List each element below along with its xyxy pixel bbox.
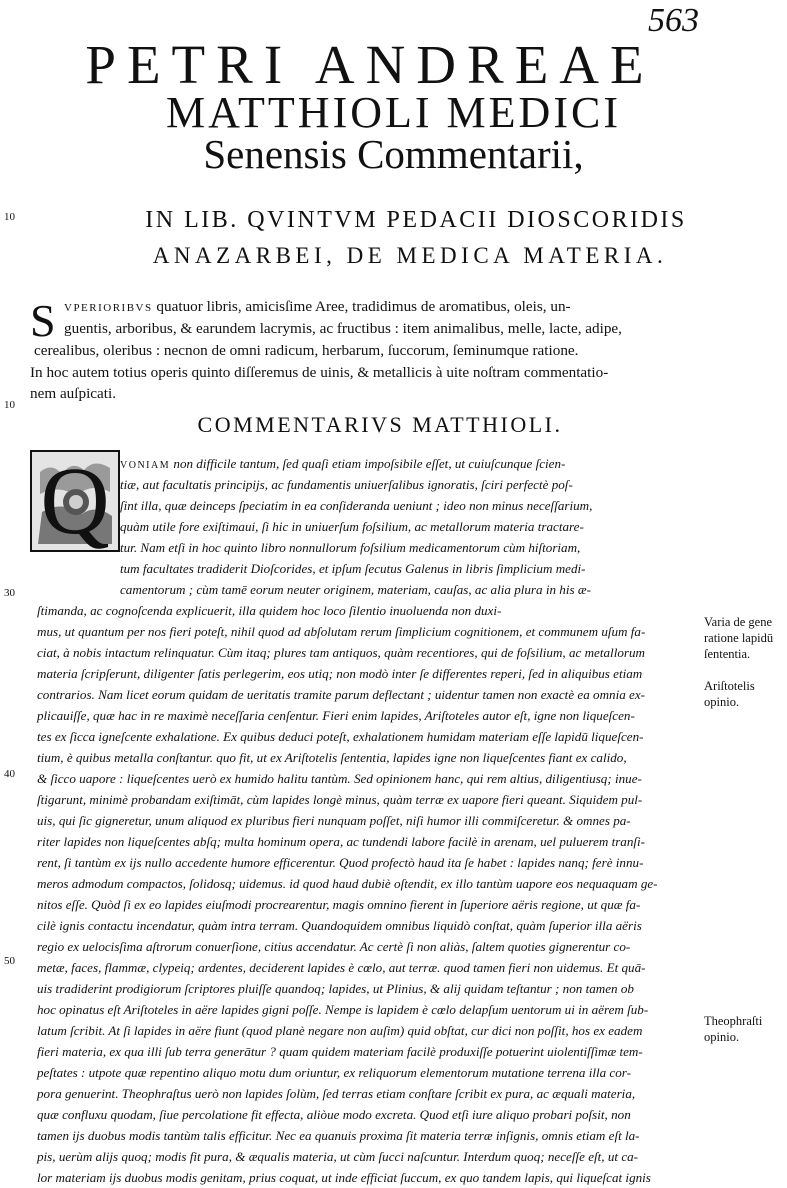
text-line: tur. Nam etſi in hoc quinto libro nonnullorum foſsilium medicamentorum cùm hiſtoriam, — [120, 540, 581, 555]
text-line: mus, ut quantum per nos fieri poteſt, nihil quod ad abſolutam rerum ſimplicium cognitionem, et communem uſum fa- — [37, 624, 646, 639]
text-line: ciat, à nobis intactum relinquatur. Cùm itaq; plures tam antiquos, quàm recentiores, qui de foſsilium, ac metallorum — [37, 645, 645, 660]
text-line: peſtates : utpote quæ repentino aliquo motu dum oriuntur, ex reliquorum elementorum mutatione terrena illa cor- — [37, 1065, 631, 1080]
line-number: 50 — [4, 955, 15, 967]
intro-line: nem auſpicati. — [30, 385, 117, 402]
text-line-rest: non difficile tantum, ſed quaſi etiam impoſsibile eſſet, ut cuiuſcunque ſcien- — [173, 456, 566, 471]
text-line: uis, qui ſic gigneretur, unum aliquod ex pluribus fieri nunquam poſſet, niſi humor illi commiſceretur. & omnes pa- — [37, 813, 631, 828]
page-number: 563 — [648, 2, 699, 39]
margin-note-line: opinio. — [704, 1030, 740, 1044]
text-line: fieri materia, ex qua illi ſub terra generātur ? quam quidem materiam facilè produxiſſe potuerint uiolentiſſimæ tem- — [37, 1044, 643, 1059]
margin-note-varia — [704, 614, 773, 662]
text-line: lor materiam ijs duobus modis genitam, prius coquat, ut inde efficiat ſuccum, ex quo tandem lapis, qui liqueſcat ignis — [37, 1170, 651, 1185]
text-line: tum facultates tradiderit Dioſcorides, et ipſum ſecutus Galenus in libris ſimplicium medi- — [120, 561, 586, 576]
text-line: pora genuerint. Theophraſtus uerò non lapides ſolùm, ſed terras etiam conſtare ſcribit ex pura, ac æquali materia, — [37, 1086, 636, 1101]
margin-note-theophrasti — [704, 1013, 762, 1045]
text-line: tiæ, aut facultatis principijs, ac fundamentis uniuerſalibus ignoratis, ſciri perfectè poſ- — [120, 477, 573, 492]
margin-note-line: ratione lapidū — [704, 631, 774, 645]
margin-note-line: Ariſtotelis — [704, 679, 755, 693]
line-number: 30 — [4, 587, 15, 599]
text-line: ſint illa, quæ deinceps ſpeciatim in ea conſideranda ueniunt ; ideo non minus neceſſarium, — [120, 498, 593, 513]
text-line: quæ confluxu quodam, ſiue percolatione fit effecta, aliòue modo excreta. Quod etſi iure aliquo probari poſsit, non — [37, 1107, 631, 1122]
text-line: ſtimanda, ac cognoſcenda explicuerit, illa quidem hoc loco ſilentio inuoluenda non duxi- — [37, 603, 502, 618]
margin-note-line: Varia de gene — [704, 615, 773, 629]
text-line: hoc opinatus eſt Ariſtoteles in aëre lapides gigni poſſe. Nempe is lapidem è cœlo delapſum uentorum ui in aërem ſub- — [37, 1002, 649, 1017]
text-line: tium, è quibus metalla conſtantur. quo fit, ut ex Ariſtotelis ſententia, lapides igne non liqueſcentes fiant ex calido, — [37, 750, 627, 765]
text-line: materia ſcripſerunt, diligenter ſatis perlegerim, eos utiq; non modò inter ſe differentes reperi, ſed in aliquibus etiam — [37, 666, 643, 681]
title-subject: ANAZARBEI, DE MEDICA MATERIA. — [152, 243, 668, 268]
text-line — [120, 456, 690, 472]
margin-note-line: Theophraſti — [704, 1014, 763, 1028]
title-book: IN LIB. QVINTVM PEDACII DIOSCORIDIS — [145, 207, 687, 233]
text-line: riter lapides non liqueſcentes abſq; multa hominum opera, ac tundendi labore facilè in arenam, uel puluerem tranſi- — [37, 834, 646, 849]
intro-drop-letter: S — [30, 295, 56, 346]
text-line: tamen ijs duobus modis tantùm talis efficitur. Nec ea quanuis proxima ſit materia terræ inſignis, omnis etiam eſt la- — [37, 1128, 640, 1143]
margin-note-line: opinio. — [704, 695, 740, 709]
text-line: latum ſcribit. At ſi lapides in aëre fiunt (quod planè negare non auſim) quid obſtat, cur dici non poſſit, hos ex eadem — [37, 1023, 643, 1038]
text-line: pis, uerùm alijs quoq; modis fit pura, & æqualis materia, ut cùm ſucci naſcuntur. Interdum quoq; neceſſe eſt, ut ca- — [37, 1149, 639, 1164]
text-line: uis tradiderint prodigiorum ſcriptores pluiſſe quandoq; lapides, ut Plinius, & alij quidam teſtantur ; non tamen ob — [37, 981, 634, 996]
intro-line — [64, 298, 754, 316]
text-line: contrarios. Nam licet eorum quidam de ueritatis tramite parum deflectant ; uidentur tamen non exactè ea omnia ex- — [37, 687, 646, 702]
intro-line: In hoc autem totius operis quinto diſſeremus de uinis, & metallicis à uite noſtram commentatio- — [30, 364, 609, 381]
intro-line-text: quatuor libris, amicisſime Aree, tradidimus de aromatibus, oleis, un- — [152, 298, 571, 315]
title-commentary: Senensis Commentarii, — [203, 131, 584, 177]
intro-line: cerealibus, oleribus : necnon de omni radicum, herbarum, ſuccorum, ſeminumque ratione. — [34, 342, 579, 359]
text-line: ſtigarunt, minimè probandam exiſtimāt, cùm lapides longè minus, quàm terræ ex uapore fieri queant. Siquidem pul- — [37, 792, 643, 807]
text-line: nitos eſſe. Quòd ſi ex eo lapides eiuſmodi procrearentur, magis omnino fierent in ſuperiore aëris regione, ut quæ fa- — [37, 897, 641, 912]
title-author-first: PETRI ANDREAE — [85, 34, 655, 95]
intro-lead-word: VPERIORIBVS — [64, 302, 153, 314]
text-line: meros admodum compactos, ſolidosq; uidemus. id quod haud dubiè oſtendit, ex illo tantùm uapore eos nequaquam ge- — [37, 876, 658, 891]
commentary-title: COMMENTARIVS MATTHIOLI. — [197, 412, 563, 437]
margin-note-aristotelis — [704, 678, 755, 710]
text-line: camentorum ; cùm tamē eorum neuter originem, materiam, cauſas, ac alia plura in his æ- — [120, 582, 591, 597]
text-line: cilè ignis contactu incendatur, quàm intra terram. Quandoquidem omnibus liquidò conſtat, quàm ſuperior illa aëris — [37, 918, 642, 933]
text-line: plicauiſſe, quæ hac in re maximè neceſſaria cenſentur. Fieri enim lapides, Ariſtoteles autor eſt, igne non liqueſcen- — [37, 708, 635, 723]
line-number: 40 — [4, 768, 15, 780]
text-line: & ſicco uapore : liqueſcentes uerò ex humido halitu tantùm. Sed opinionem hanc, qui rem altius, diligentiusq; inue- — [37, 771, 642, 786]
initial-letter: Q — [40, 450, 110, 552]
text-line: regio ex uelocisſima aſtrorum conuerſione, citius accendatur. Ac certè ſi non aliàs, ſaltem quoties gignerentur co- — [37, 939, 631, 954]
decorated-initial-q — [30, 450, 120, 552]
margin-note-line: ſententia. — [704, 647, 751, 661]
title-author-second: MATTHIOLI MEDICI — [166, 88, 621, 137]
text-line: rent, ſi tantùm ex ijs nullo accedente humore efficerentur. Quod profectò haud ita ſe habet : lapides nanq; ferè innu- — [37, 855, 644, 870]
first-word: VONIAM — [120, 460, 171, 471]
text-line: quàm utile fore exiſtimaui, ſi hic in uniuerſum foſsilium, ac metallorum materia tractare- — [120, 519, 584, 534]
text-line: metæ, faces, flammæ, clypeiq; ardentes, deciderent lapides è cœlo, aut terræ. quod tamen fieri non uidemus. Et quā- — [37, 960, 646, 975]
intro-line: guentis, arboribus, & earundem lacrymis, ac fructibus : item animalibus, melle, lacte, adipe, — [64, 320, 622, 337]
line-number: 10 — [4, 399, 15, 411]
text-line: tes ex ſicca igneſcente exhalatione. Ex quibus deduci poteſt, exhalationem humidam materiam eſſe lapidū liqueſcen- — [37, 729, 644, 744]
line-number: 10 — [4, 211, 15, 223]
